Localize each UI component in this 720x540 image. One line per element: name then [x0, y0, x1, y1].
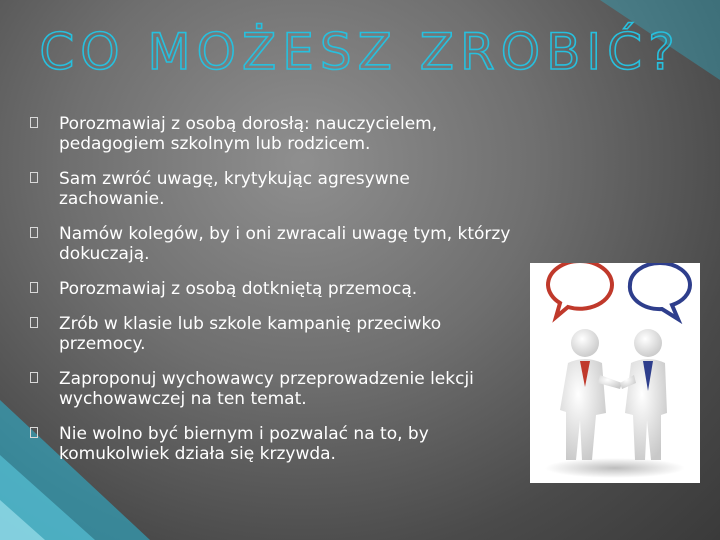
bullet-box-icon: [30, 282, 38, 293]
bullet-box-icon: [30, 172, 38, 183]
list-item-text: Namów kolegów, by i oni zwracali uwagę tym, którzy dokuczają.: [59, 224, 511, 264]
list-item-text: Sam zwróć uwagę, krytykując agresywne zachowanie.: [59, 169, 410, 209]
list-item: [30, 424, 520, 464]
list-item: [30, 279, 520, 299]
bullet-box-icon: [30, 372, 38, 383]
speech-bubble-right: [630, 263, 690, 319]
list-item-text: Porozmawiaj z osobą dotkniętą przemocą.: [59, 279, 418, 299]
slide-title: CO MOŻESZ ZROBIĆ?: [39, 23, 681, 81]
bullet-box-icon: [30, 427, 38, 438]
list-item-text: Zaproponuj wychowawcy przeprowadzenie lekcji wychowawczej na ten temat.: [59, 369, 474, 409]
speech-bubble-left: [548, 263, 612, 317]
list-item-text: Porozmawiaj z osobą dorosłą: nauczycielem, pedagogiem szkolnym lub rodzicem.: [59, 114, 438, 154]
list-item: [30, 314, 520, 354]
list-item: [30, 169, 520, 209]
list-item-text: Zrób w klasie lub szkole kampanię przeciwko przemocy.: [59, 314, 442, 354]
conversation-illustration: [530, 263, 700, 483]
bullet-list: [30, 114, 520, 464]
bullet-box-icon: [30, 117, 38, 128]
list-item: [30, 114, 520, 154]
bullet-box-icon: [30, 317, 38, 328]
two-people-talking-icon: [530, 263, 700, 483]
list-item: [30, 224, 520, 264]
list-item: [30, 369, 520, 409]
list-item-text: Nie wolno być biernym i pozwalać na to, by komukolwiek działa się krzywda.: [59, 424, 429, 464]
bullet-box-icon: [30, 227, 38, 238]
